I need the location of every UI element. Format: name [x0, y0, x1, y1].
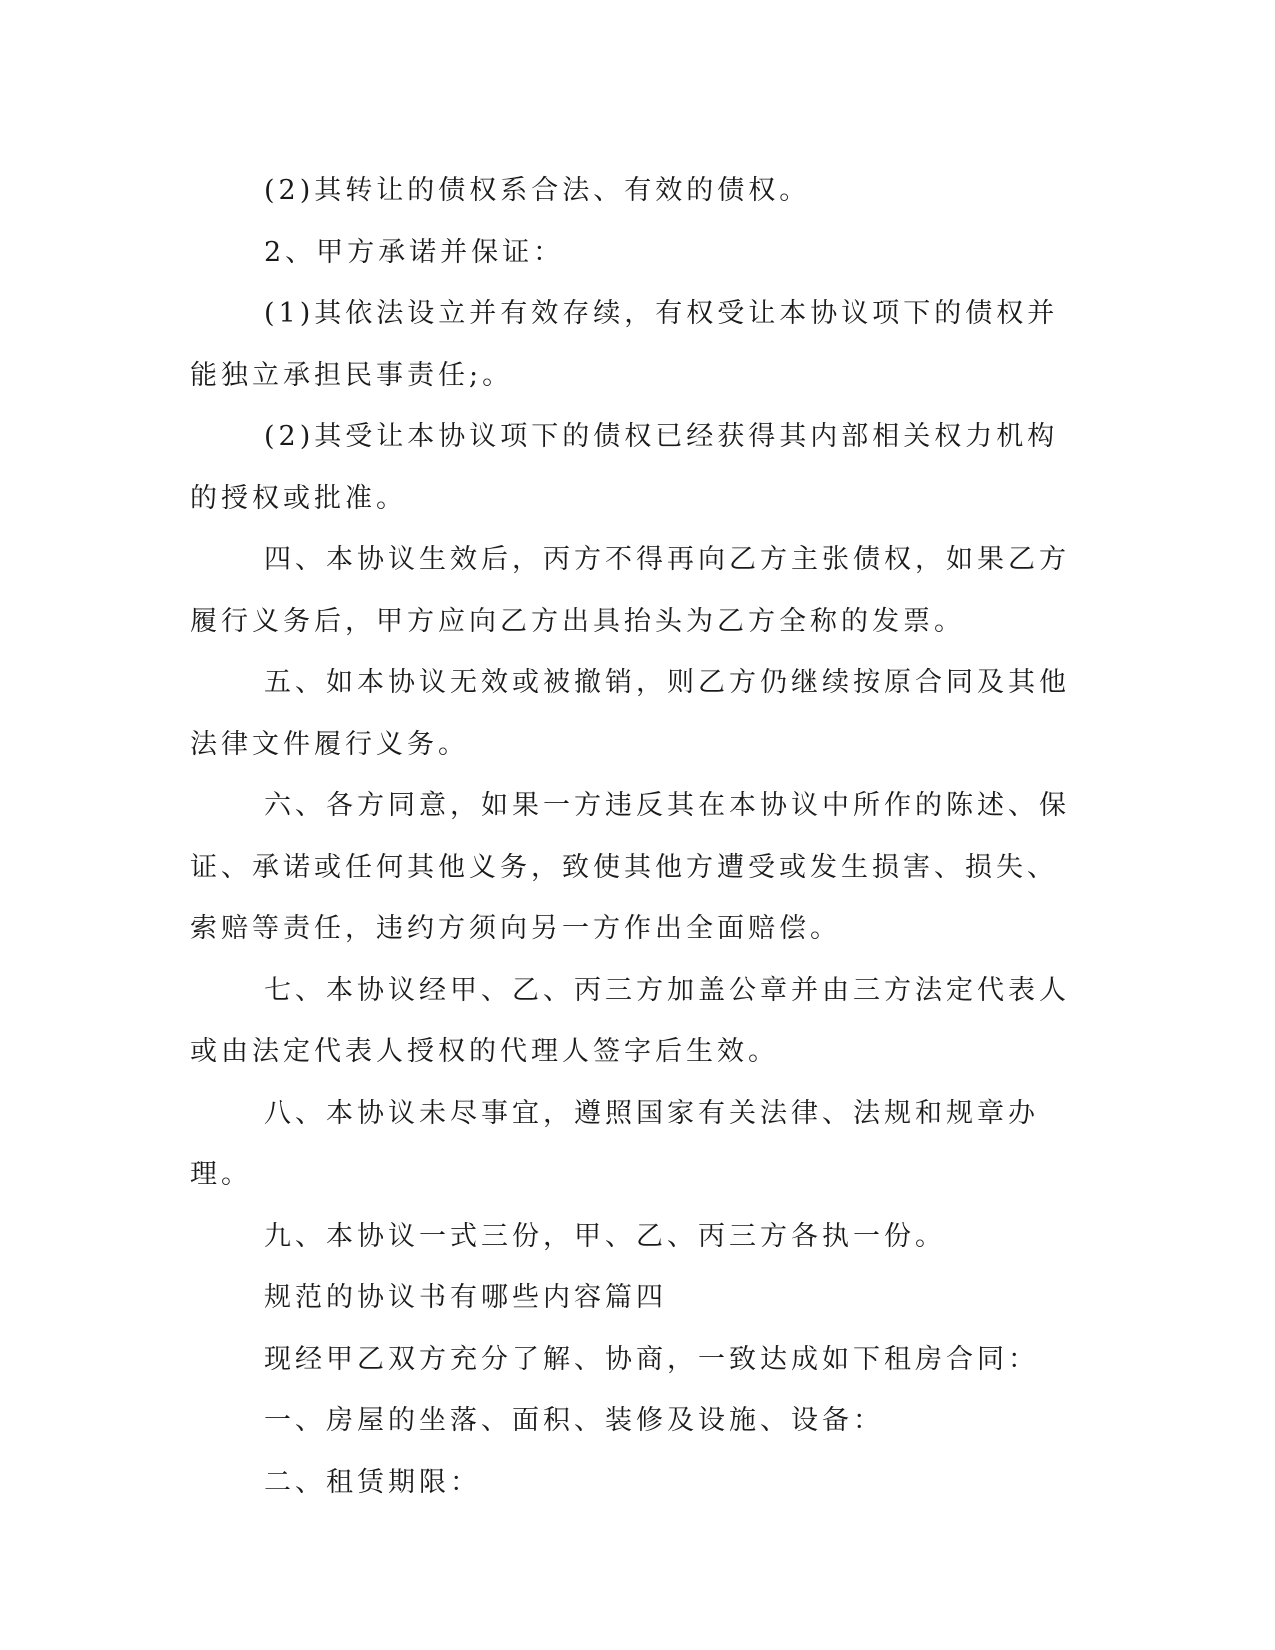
section-heading: 规范的协议书有哪些内容篇四 — [264, 1282, 667, 1313]
paragraph: 七、本协议经甲、乙、丙三方加盖公章并由三方法定代表人或由法定代表人授权的代理人签字后生效。 — [190, 974, 1070, 1067]
paragraph: 九、本协议一式三份，甲、乙、丙三方各执一份。 — [264, 1220, 946, 1252]
paragraph: 一、房屋的坐落、面积、装修及设施、设备： — [264, 1405, 884, 1436]
paragraph: 四、本协议生效后，丙方不得再向乙方主张债权，如果乙方履行义务后，甲方应向乙方出具抬头为乙方全称的发票。 — [190, 544, 1070, 637]
paragraph: (2)其转让的债权系合法、有效的债权。 — [264, 175, 811, 206]
paragraph: 现经甲乙双方充分了解、协商，一致达成如下租房合同： — [264, 1343, 1039, 1375]
paragraph: (1)其依法设立并有效存续，有权受让本协议项下的债权并能独立承担民事责任;。 — [190, 298, 1059, 391]
paragraph: 六、各方同意，如果一方违反其在本协议中所作的陈述、保证、承诺或任何其他义务，致使其他方遭受或发生损害、损失、索赔等责任，违约方须向另一方作出全面赔偿。 — [190, 790, 1070, 944]
paragraph: (2)其受让本协议项下的债权已经获得其内部相关权力机构的授权或批准。 — [190, 421, 1059, 514]
paragraph: 五、如本协议无效或被撤销，则乙方仍继续按原合同及其他法律文件履行义务。 — [190, 667, 1070, 760]
paragraph: 2、甲方承诺并保证： — [264, 236, 565, 268]
paragraph: 八、本协议未尽事宜，遵照国家有关法律、法规和规章办理。 — [190, 1097, 1039, 1190]
document-body — [190, 160, 1080, 1513]
paragraph: 二、租赁期限： — [264, 1466, 481, 1498]
